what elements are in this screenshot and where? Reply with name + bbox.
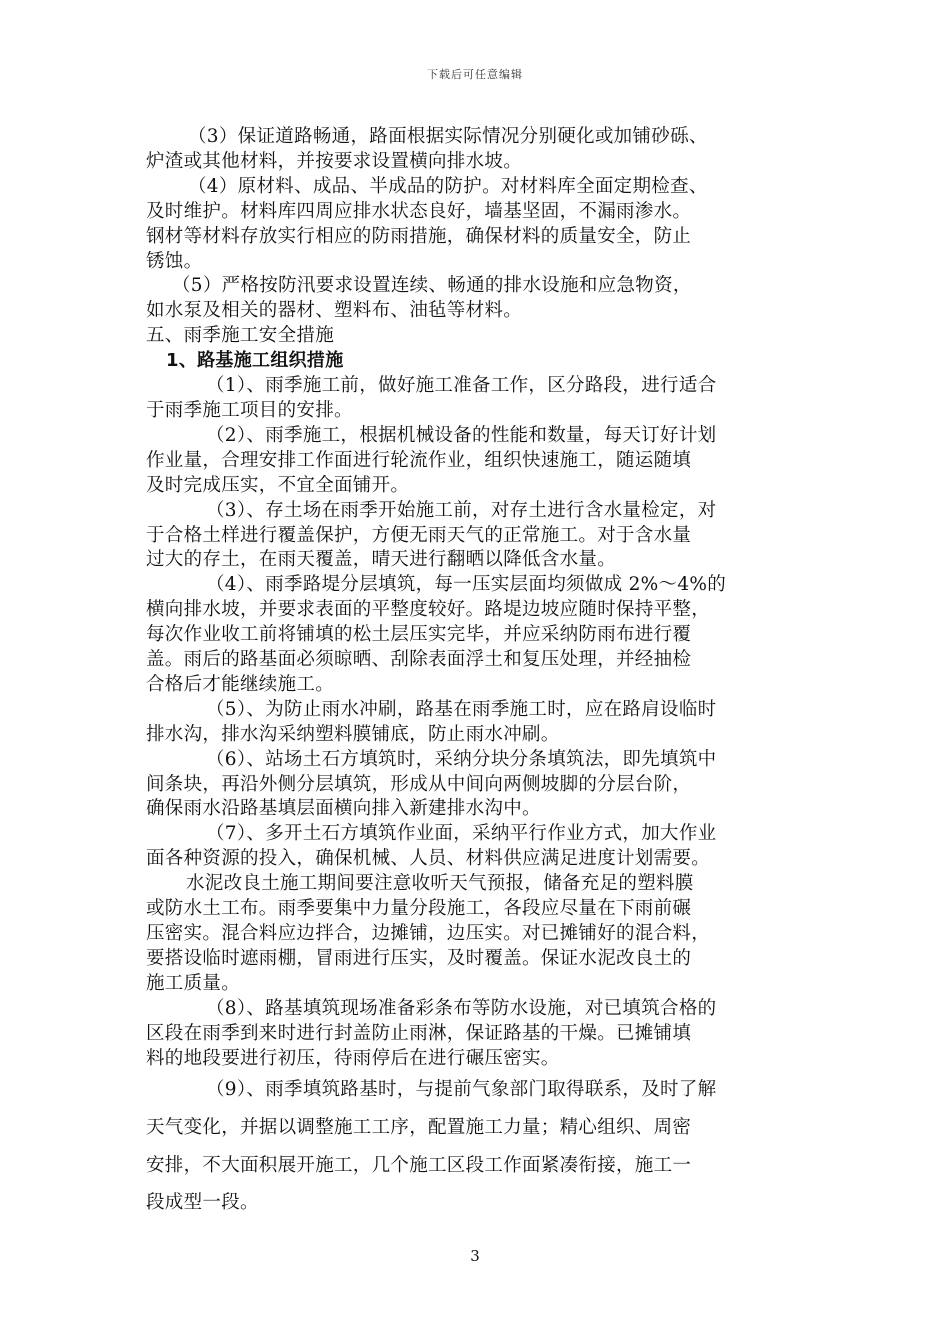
paragraph-line: 锈蚀。 bbox=[146, 250, 203, 272]
paragraph-line: （4）原材料、成品、半成品的防护。对材料库全面定期检查、 bbox=[188, 175, 708, 197]
paragraph-line: 炉渣或其他材料，并按要求设置横向排水坡。 bbox=[146, 150, 523, 172]
paragraph-line: （9）、雨季填筑路基时，与提前气象部门取得联系，及时了解 bbox=[206, 1079, 717, 1101]
paragraph-line: （4）、雨季路堤分层填筑，每一压实层面均须做成 2%～4%的 bbox=[206, 574, 727, 596]
paragraph-line: 及时维护。材料库四周应排水状态良好，墙基坚固，不漏雨渗水。 bbox=[146, 200, 692, 222]
paragraph-line: 作业量，合理安排工作面进行轮流作业，组织快速施工，随运随填 bbox=[146, 449, 692, 471]
document-body bbox=[146, 125, 818, 1222]
paragraph-line: 压密实。混合料应边拌合，边摊铺，边压实。对已摊铺好的混合料， bbox=[146, 923, 711, 944]
paragraph-line: 或防水土工布。雨季要集中力量分段施工，各段应尽量在下雨前碾 bbox=[146, 898, 692, 920]
paragraph-line: 安排，不大面积展开施工，几个施工区段工作面紧凑衔接，施工一 bbox=[146, 1154, 692, 1176]
paragraph-line: 如水泵及相关的器材、塑料布、油毡等材料。 bbox=[146, 300, 523, 322]
paragraph-line: 施工质量。 bbox=[146, 972, 241, 994]
paragraph-line: （5）严格按防汛要求设置连续、畅通的排水设施和应急物资， bbox=[172, 275, 692, 297]
paragraph-line: 面各种资源的投入，确保机械、人员、材料供应满足进度计划需要。 bbox=[146, 848, 711, 870]
paragraph-line: （2）、雨季施工，根据机械设备的性能和数量，每天订好计划 bbox=[206, 424, 717, 446]
paragraph-line: 料的地段要进行初压，待雨停后在进行碾压密实。 bbox=[146, 1047, 560, 1069]
paragraph-line: 于雨季施工项目的安排。 bbox=[146, 399, 353, 421]
paragraph-line: 确保雨水沿路基填层面横向排入新建排水沟中。 bbox=[146, 798, 541, 820]
paragraph-line: 于合格土样进行覆盖保护，方便无雨天气的正常施工。对于含水量 bbox=[146, 524, 692, 546]
page-number: 3 bbox=[470, 1247, 480, 1265]
paragraph-line: 排水沟，排水沟采纳塑料膜铺底，防止雨水冲刷。 bbox=[146, 723, 560, 745]
paragraph-line: 每次作业收工前将铺填的松土层压实完毕，并应采纳防雨布进行覆 bbox=[146, 624, 692, 646]
paragraph-line: （5）、为防止雨水冲刷，路基在雨季施工时，应在路肩设临时 bbox=[206, 698, 717, 720]
paragraph-line: 水泥改良土施工期间要注意收听天气预报，储备充足的塑料膜 bbox=[186, 873, 694, 895]
paragraph-line: 段成型一段。 bbox=[146, 1192, 259, 1214]
paragraph-line: 合格后才能继续施工。 bbox=[146, 673, 335, 695]
paragraph-line: 过大的存土，在雨天覆盖，晴天进行翻晒以降低含水量。 bbox=[146, 549, 617, 571]
paragraph-line: （6）、站场土石方填筑时，采纳分块分条填筑法，即先填筑中 bbox=[206, 748, 717, 770]
subsection-heading: 1、路基施工组织措施 bbox=[166, 350, 344, 372]
paragraph-line: 天气变化，并据以调整施工工序，配置施工力量；精心组织、周密 bbox=[146, 1117, 692, 1139]
paragraph-line: 区段在雨季到来时进行封盖防止雨淋，保证路基的干燥。已摊铺填 bbox=[146, 1022, 692, 1044]
paragraph-line: （3）、存土场在雨季开始施工前，对存土进行含水量检定，对 bbox=[206, 499, 717, 521]
paragraph-line: 及时完成压实，不宜全面铺开。 bbox=[146, 474, 410, 496]
paragraph-line: 横向排水坡，并要求表面的平整度较好。路堤边坡应随时保持平整， bbox=[146, 599, 711, 621]
page-header: 下载后可任意编辑 bbox=[427, 68, 523, 81]
paragraph-line: （1）、雨季施工前，做好施工准备工作，区分路段，进行适合 bbox=[206, 375, 717, 397]
paragraph-line: 要搭设临时遮雨棚，冒雨进行压实，及时覆盖。保证水泥改良土的 bbox=[146, 947, 692, 969]
paragraph-line: 盖。雨后的路基面必须晾晒、刮除表面浮土和复压处理，并经抽检 bbox=[146, 649, 692, 671]
section-heading: 五、雨季施工安全措施 bbox=[146, 325, 335, 347]
paragraph-line: （8）、路基填筑现场准备彩条布等防水设施，对已填筑合格的 bbox=[206, 997, 717, 1019]
paragraph-line: 间条块，再沿外侧分层填筑，形成从中间向两侧坡脚的分层台阶， bbox=[146, 773, 692, 795]
paragraph-line: （7）、多开土石方填筑作业面，采纳平行作业方式，加大作业 bbox=[206, 823, 717, 845]
paragraph-line: （3）保证道路畅通，路面根据实际情况分别硬化或加铺砂砾、 bbox=[188, 126, 708, 147]
paragraph-line: 钢材等材料存放实行相应的防雨措施，确保材料的质量安全，防止 bbox=[146, 225, 692, 247]
